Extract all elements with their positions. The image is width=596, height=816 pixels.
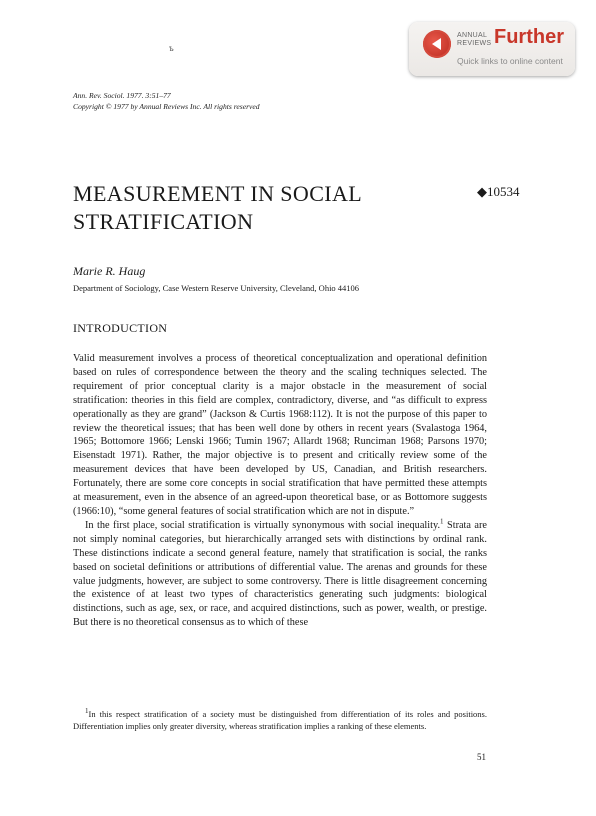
badge-brand: ANNUAL REVIEWS — [457, 32, 492, 47]
footnote-marker: 1 — [85, 707, 89, 716]
footnote-ref[interactable]: 1 — [440, 517, 444, 526]
author-name: Marie R. Haug — [73, 264, 146, 278]
paragraph: In the first place, social stratification is virtually synonymous with social inequality.$^1$ Strata are not simply nominal categories, but hierarchically arranged sets with distinctions by ordinal rank. These distinctions indicate a second general feature, namely that stratification is social, the ranks based on societal definitions or attributions of differential value. The arenas and grounds for these value judgments, however, are subject to some controversy. There is little disagreement concerning the existence of at least two types of characteristics generating such judgments: biological distinctions, such as age, sex, or race, and acquired distinctions, such as power, wealth, or prestige. But there is no theoretical consensus as to which of these — [73, 517, 487, 629]
citation-copyright: Copyright © 1977 by Annual Reviews Inc. All rights reserved — [73, 101, 260, 111]
citation — [73, 91, 260, 112]
annual-reviews-logo-icon — [423, 30, 451, 58]
article-id: ◆10534 — [477, 184, 520, 199]
stray-mark: ъ — [169, 43, 174, 53]
page-number: 51 — [477, 752, 486, 762]
badge-subtitle: Quick links to online content — [457, 56, 563, 66]
paragraph: Valid measurement involves a process of theoretical conceptualization and operational definition based on rules of correspondence between the theory and the scaling techniques selected. The requirement of prior conceptual clarity is a major obstacle in the measurement of social stratification: theories in this field are complex, contradictory, diverse, and “as difficult to express operationally as they are grand” (Jackson & Curtis 1968:112). It is not the purpose of this paper to review the theoretical issues; that has been well done by others in recent years (Svalastoga 1964, 1965; Bottomore 1966; Lenski 1966; Tumin 1967; Allardt 1968; Runciman 1968; Parsons 1970; Eisenstadt 1971). Rather, the major objective is to present and critically review some of the measurement devices that have been developed by US, Canadian, and British researchers. Fortunately, there are some core concepts in social stratification that have permitted these attempts at measurement, even in the absence of an agreed-upon theoretical base, or as Bottomore suggests (1966:10), “some general features of social stratification which are not in dispute.” — [73, 353, 487, 517]
body-text — [73, 352, 487, 630]
author-affiliation: Department of Sociology, Case Western Reserve University, Cleveland, Ohio 44106 — [73, 283, 360, 293]
annual-reviews-further-badge[interactable] — [409, 22, 575, 76]
article-title: MEASUREMENT IN SOCIAL STRATIFICATION — [73, 181, 363, 234]
badge-further-label: Further — [494, 26, 564, 48]
citation-journal: Ann. Rev. Sociol. 1977. 3:51–77 — [73, 91, 171, 100]
footnote: $^1$In this respect stratification of a society must be distinguished from differentiation of its roles and positions. Differentiation implies only greater diversity, whereas stratification implies a ranking of these elements. — [73, 707, 487, 731]
section-heading: INTRODUCTION — [73, 321, 168, 335]
